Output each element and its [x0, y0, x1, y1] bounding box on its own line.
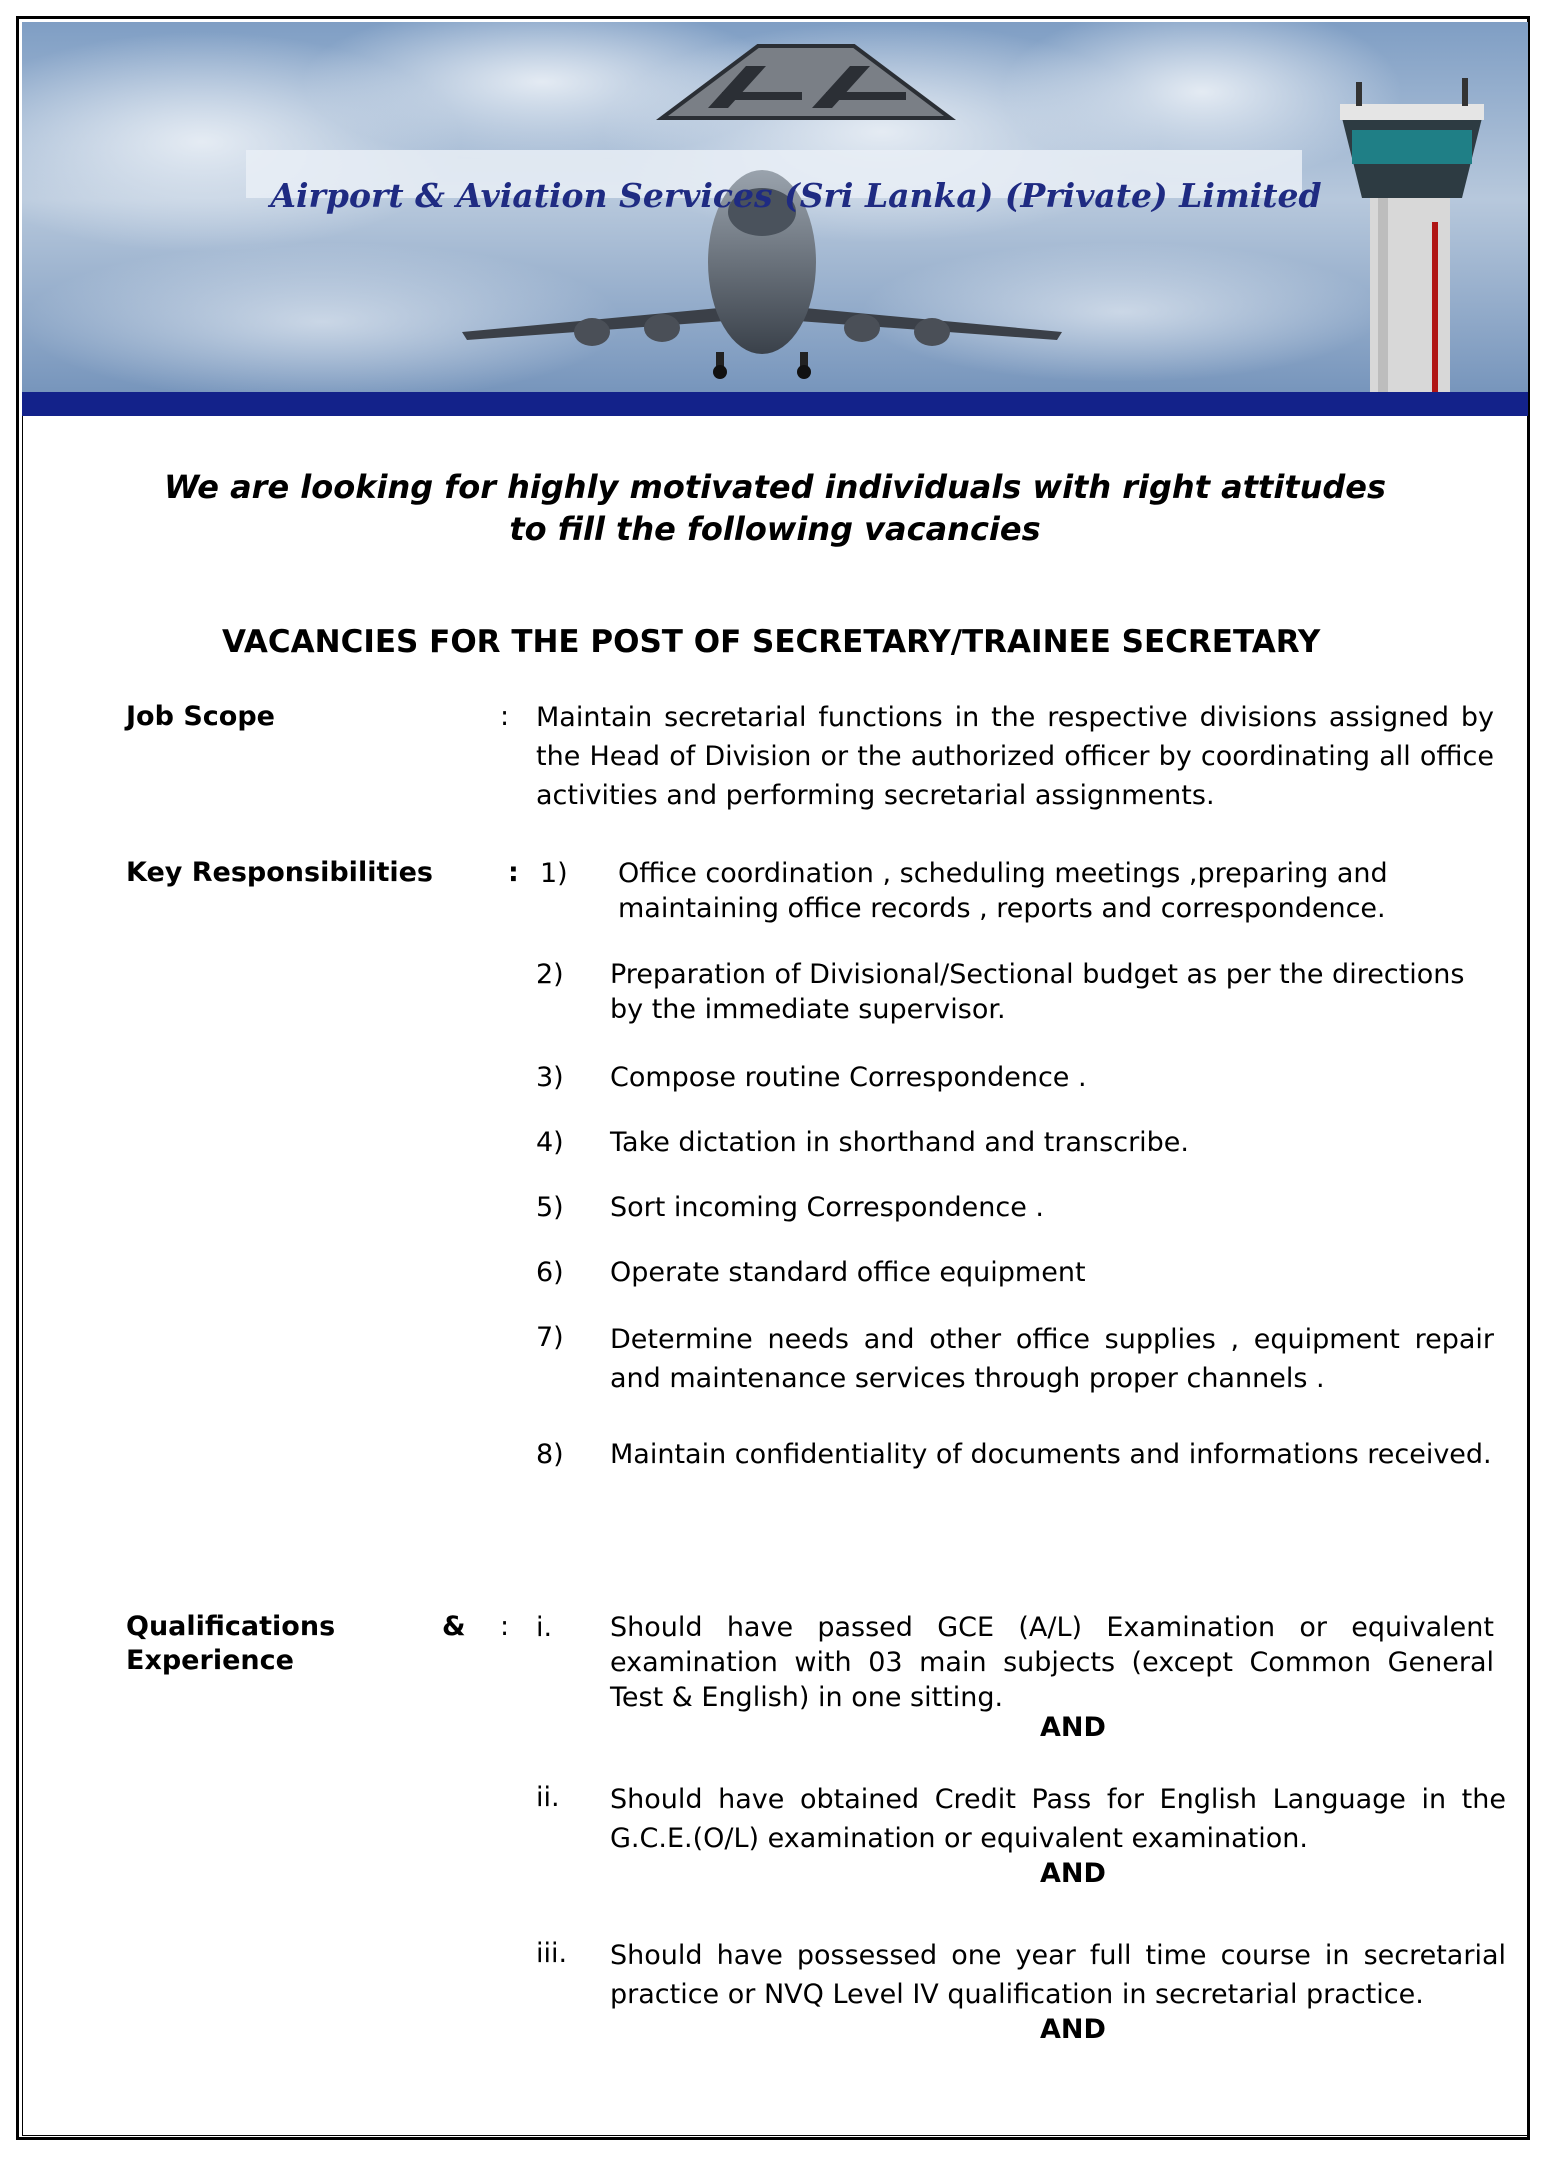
job-scope-text: Maintain secretarial functions in the respective divisions assigned by the Head of Division or the authorized officer by coordinating all office activities and performing secretarial assignments.	[536, 702, 1494, 811]
responsibility-number: 7)	[536, 1322, 564, 1353]
qualification-and: AND	[1040, 1858, 1106, 1889]
company-name: Airport & Aviation Services (Sri Lanka) (Private) Limited	[270, 176, 1322, 215]
responsibility-number: 2)	[536, 959, 564, 990]
responsibility-text: Sort incoming Correspondence .	[610, 1192, 1044, 1223]
intro-line-2: to fill the following vacancies	[509, 510, 1041, 548]
responsibility-text: Office coordination , scheduling meetings ,preparing and maintaining office records , reports and correspondence.	[618, 858, 1388, 924]
responsibility-text: Operate standard office equipment	[610, 1257, 1086, 1288]
qualification-and: AND	[1040, 2014, 1106, 2045]
qualification-number: ii.	[536, 1782, 560, 1813]
responsibility-number: 1)	[540, 858, 568, 889]
intro-text	[60, 466, 1490, 550]
qualification-number: iii.	[536, 1938, 568, 1969]
qualification-text: Should have obtained Credit Pass for English Language in the G.C.E.(O/L) examination or equivalent examination.	[610, 1784, 1506, 1854]
qualifications-label: Qualifications	[126, 1611, 336, 1642]
responsibility-text: Determine needs and other office supplies , equipment repair and maintenance services through proper channels .	[610, 1324, 1494, 1394]
intro-line-1: We are looking for highly motivated individuals with right attitudes	[163, 468, 1387, 506]
key-responsibilities-label: Key Responsibilities	[126, 857, 433, 888]
key-responsibilities-colon: :	[508, 857, 519, 888]
responsibility-text: Take dictation in shorthand and transcribe.	[610, 1127, 1189, 1158]
qualifications-ampersand: &	[442, 1611, 466, 1642]
qualification-number: i.	[536, 1612, 553, 1643]
responsibility-number: 5)	[536, 1192, 564, 1223]
qualification-text: Should have possessed one year full time course in secretarial practice or NVQ Level IV qualification in secretarial practice.	[610, 1940, 1506, 2010]
header-banner	[22, 22, 1528, 416]
qualification-and: AND	[1040, 1712, 1106, 1743]
header-blue-bar	[22, 392, 1528, 416]
qualification-text: Should have passed GCE (A/L) Examination or equivalent examination with 03 main subjects (except Common General Test & English) in one sitting.	[610, 1612, 1494, 1713]
vacancy-title: VACANCIES FOR THE POST OF SECRETARY/TRAINEE SECRETARY	[222, 624, 1321, 660]
responsibility-number: 3)	[536, 1062, 564, 1093]
qualifications-colon: :	[500, 1611, 510, 1642]
job-scope-colon: :	[500, 701, 510, 732]
responsibility-number: 8)	[536, 1439, 564, 1470]
responsibility-text: Preparation of Divisional/Sectional budget as per the directions by the immediate supervisor.	[610, 959, 1465, 1025]
job-scope-label: Job Scope	[126, 701, 275, 732]
responsibility-number: 4)	[536, 1127, 564, 1158]
responsibility-number: 6)	[536, 1257, 564, 1288]
responsibility-text: Compose routine Correspondence .	[610, 1062, 1087, 1093]
responsibility-text: Maintain confidentiality of documents and informations received.	[610, 1439, 1492, 1470]
experience-label: Experience	[126, 1645, 294, 1676]
